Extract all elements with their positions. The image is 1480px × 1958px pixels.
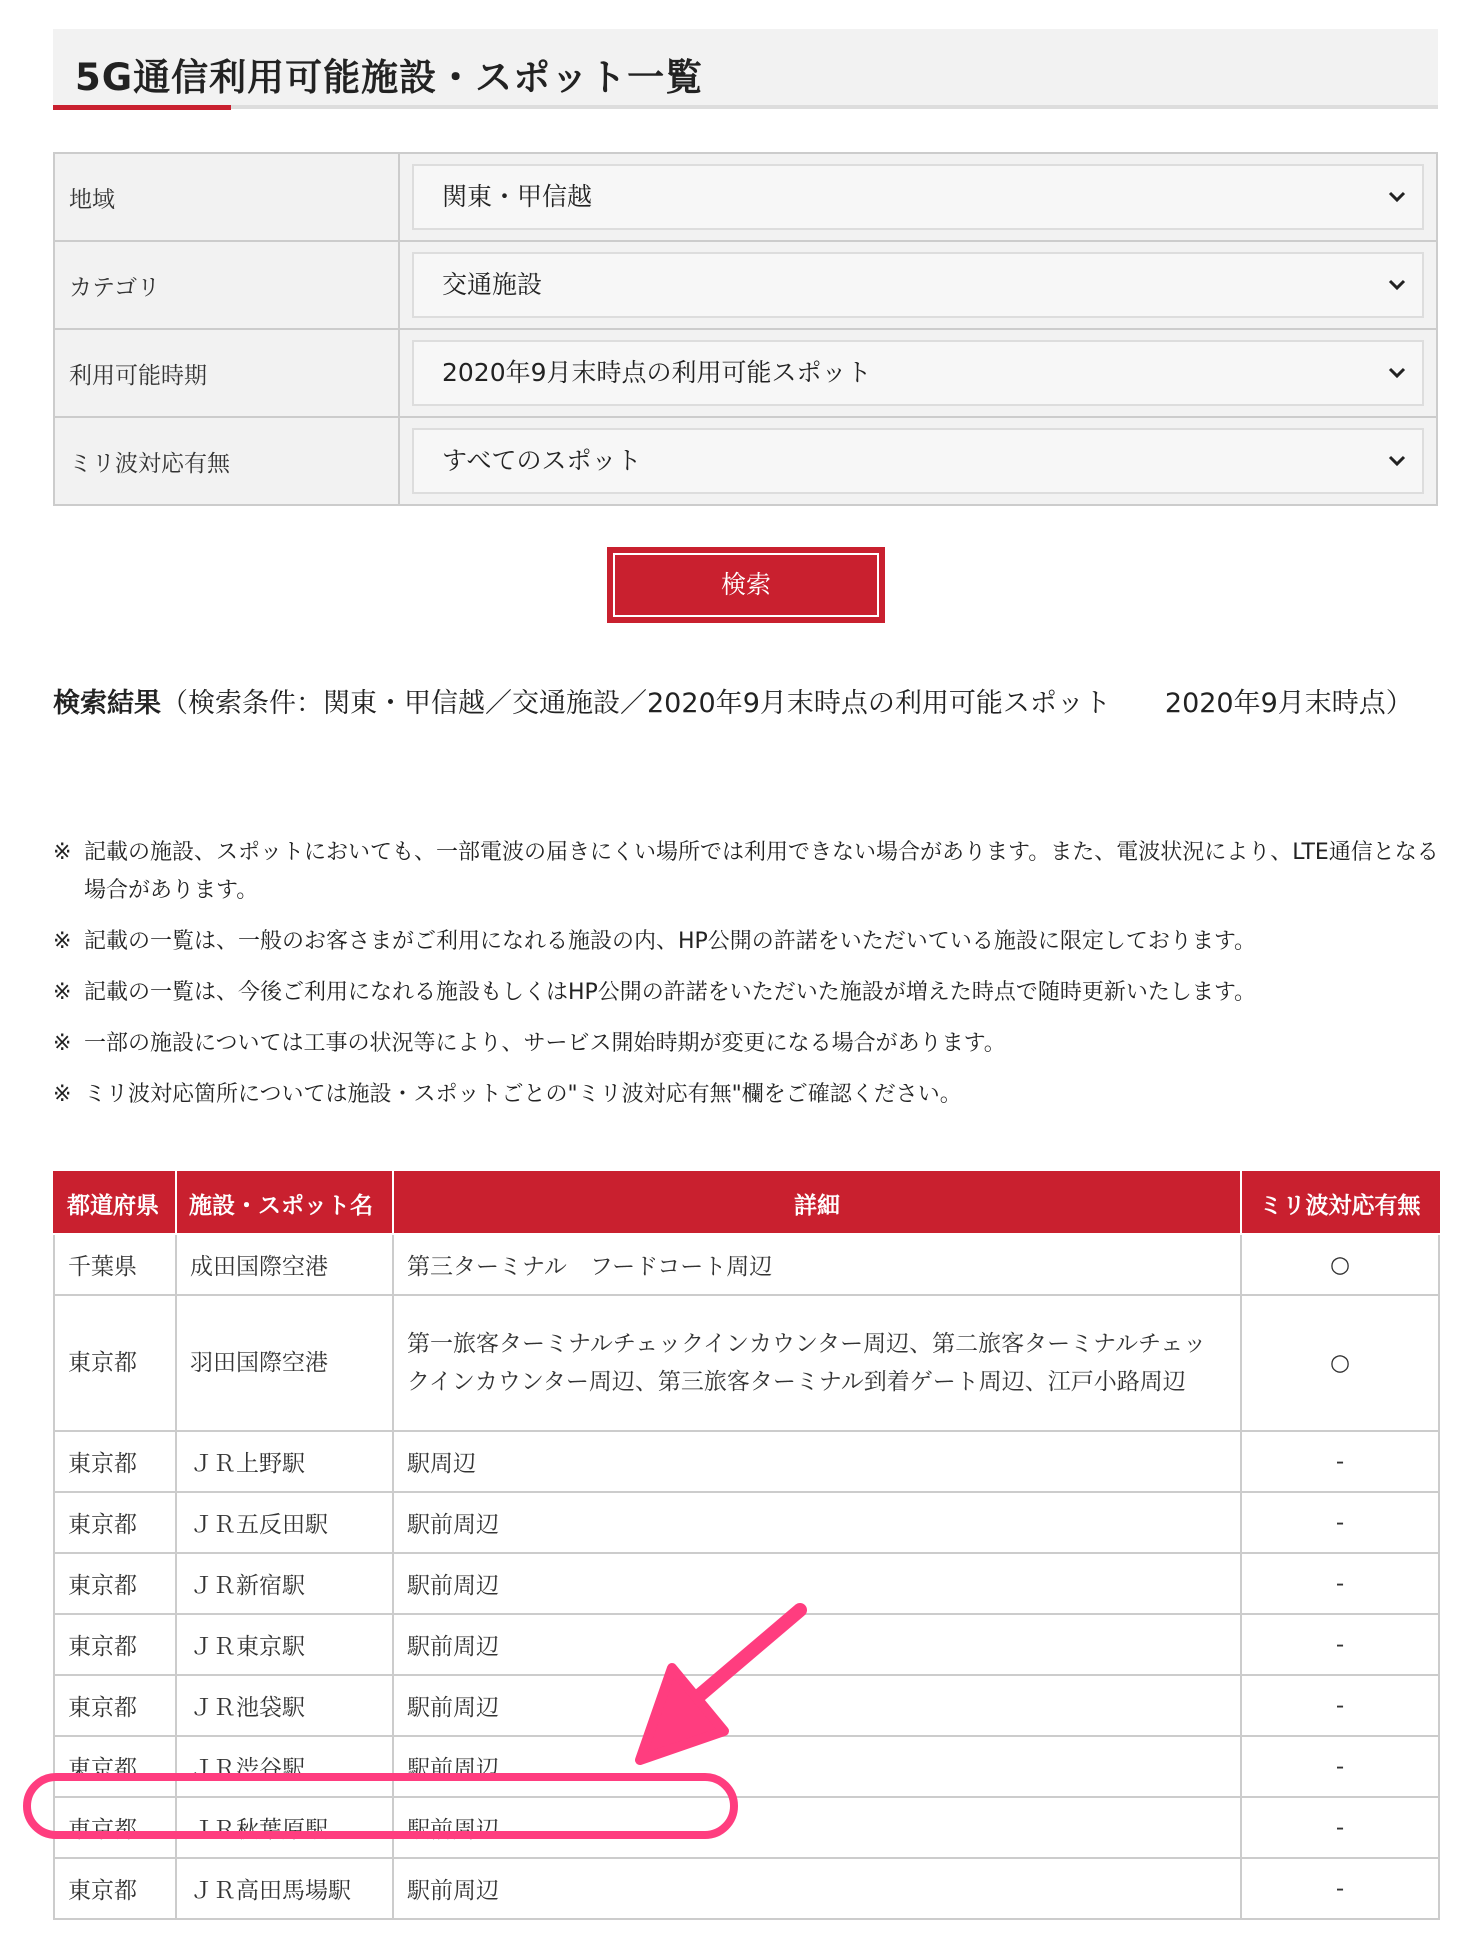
cell-detail: 駅周辺 bbox=[393, 1431, 1241, 1492]
table-row bbox=[54, 1614, 1439, 1675]
region-select-value: 関東・甲信越 bbox=[442, 182, 593, 211]
cell-mmwave: - bbox=[1241, 1858, 1439, 1919]
header-prefecture: 都道府県 bbox=[54, 1172, 176, 1234]
note-item: ※ 記載の一覧は、一般のお客さまがご利用になれる施設の内、HP公開の許諾をいただいている施設に限定しております。 bbox=[53, 923, 1443, 961]
table-header-row bbox=[54, 1172, 1439, 1234]
note-item: ※ 記載の施設、スポットにおいても、一部電波の届きにくい場所では利用できない場合があります。また、電波状況により、LTE通信となる場合があります。 bbox=[53, 834, 1443, 910]
cell-facility: ＪＲ新宿駅 bbox=[176, 1553, 393, 1614]
category-select-value: 交通施設 bbox=[442, 270, 543, 299]
cell-prefecture: 東京都 bbox=[54, 1295, 176, 1431]
chevron-down-icon bbox=[1388, 342, 1406, 404]
chevron-down-icon bbox=[1388, 166, 1406, 228]
table-row bbox=[54, 1295, 1439, 1431]
table-row bbox=[54, 1492, 1439, 1553]
cell-facility: 羽田国際空港 bbox=[176, 1295, 393, 1431]
cell-mmwave: - bbox=[1241, 1431, 1439, 1492]
note-item: ※ 一部の施設については工事の状況等により、サービス開始時期が変更になる場合があります。 bbox=[53, 1025, 1443, 1063]
search-button-label: 検索 bbox=[613, 553, 879, 617]
table-row bbox=[54, 1858, 1439, 1919]
result-label: 検索結果 bbox=[53, 688, 161, 719]
cell-mmwave: - bbox=[1241, 1736, 1439, 1797]
cell-mmwave: ○ bbox=[1241, 1234, 1439, 1295]
note-item: ※ ミリ波対応箇所については施設・スポットごとの"ミリ波対応有無"欄をご確認ください。 bbox=[53, 1076, 1443, 1114]
note-mark: ※ bbox=[53, 980, 72, 1005]
page-title: 5G通信利用可能施設・スポット一覧 bbox=[75, 56, 704, 99]
form-row-period bbox=[54, 329, 1437, 417]
cell-detail: 駅前周辺 bbox=[393, 1675, 1241, 1736]
table-row bbox=[54, 1234, 1439, 1295]
cell-mmwave: ○ bbox=[1241, 1295, 1439, 1431]
region-label: 地域 bbox=[54, 153, 399, 241]
cell-detail: 駅前周辺 bbox=[393, 1492, 1241, 1553]
cell-prefecture: 東京都 bbox=[54, 1553, 176, 1614]
cell-detail: 第三ターミナル フードコート周辺 bbox=[393, 1234, 1241, 1295]
period-select-value: 2020年9月末時点の利用可能スポット bbox=[442, 358, 872, 387]
chevron-down-icon bbox=[1388, 254, 1406, 316]
cell-mmwave: - bbox=[1241, 1553, 1439, 1614]
header-detail: 詳細 bbox=[393, 1172, 1241, 1234]
mmwave-select[interactable] bbox=[412, 428, 1424, 494]
region-select[interactable] bbox=[412, 164, 1424, 230]
title-accent-line bbox=[53, 105, 231, 110]
cell-facility: ＪＲ池袋駅 bbox=[176, 1675, 393, 1736]
page-title-bar bbox=[53, 29, 1438, 109]
cell-detail: 駅前周辺 bbox=[393, 1736, 1241, 1797]
note-mark: ※ bbox=[53, 929, 72, 954]
cell-detail: 駅前周辺 bbox=[393, 1614, 1241, 1675]
cell-facility: ＪＲ渋谷駅 bbox=[176, 1736, 393, 1797]
header-mmwave: ミリ波対応有無 bbox=[1241, 1172, 1439, 1234]
cell-mmwave: - bbox=[1241, 1797, 1439, 1858]
mmwave-label: ミリ波対応有無 bbox=[54, 417, 399, 505]
cell-prefecture: 東京都 bbox=[54, 1858, 176, 1919]
cell-prefecture: 千葉県 bbox=[54, 1234, 176, 1295]
result-summary bbox=[53, 680, 1443, 728]
cell-prefecture: 東京都 bbox=[54, 1736, 176, 1797]
table-row bbox=[54, 1553, 1439, 1614]
mmwave-select-value: すべてのスポット bbox=[442, 446, 642, 475]
table-row-highlighted bbox=[54, 1797, 1439, 1858]
table-row bbox=[54, 1736, 1439, 1797]
cell-prefecture: 東京都 bbox=[54, 1797, 176, 1858]
results-table bbox=[53, 1171, 1440, 1920]
category-label: カテゴリ bbox=[54, 241, 399, 329]
search-button[interactable] bbox=[607, 547, 885, 623]
category-select[interactable] bbox=[412, 252, 1424, 318]
form-row-region bbox=[54, 153, 1437, 241]
chevron-down-icon bbox=[1388, 430, 1406, 492]
note-item: ※ 記載の一覧は、今後ご利用になれる施設もしくはHP公開の許諾をいただいた施設が増えた時点で随時更新いたします。 bbox=[53, 974, 1443, 1012]
cell-prefecture: 東京都 bbox=[54, 1614, 176, 1675]
cell-facility: ＪＲ上野駅 bbox=[176, 1431, 393, 1492]
cell-detail: 駅前周辺 bbox=[393, 1797, 1241, 1858]
result-condition: （検索条件：関東・甲信越／交通施設／2020年9月末時点の利用可能スポット 2020年9月末時点） bbox=[161, 688, 1413, 719]
cell-mmwave: - bbox=[1241, 1614, 1439, 1675]
cell-mmwave: - bbox=[1241, 1492, 1439, 1553]
cell-facility: ＪＲ秋葉原駅 bbox=[176, 1797, 393, 1858]
cell-prefecture: 東京都 bbox=[54, 1431, 176, 1492]
form-row-mmwave bbox=[54, 417, 1437, 505]
period-select[interactable] bbox=[412, 340, 1424, 406]
cell-facility: ＪＲ東京駅 bbox=[176, 1614, 393, 1675]
cell-facility: ＪＲ高田馬場駅 bbox=[176, 1858, 393, 1919]
cell-detail: 第一旅客ターミナルチェックインカウンター周辺、第二旅客ターミナルチェックインカウンター周辺、第三旅客ターミナル到着ゲート周辺、江戸小路周辺 bbox=[393, 1295, 1241, 1431]
form-row-category bbox=[54, 241, 1437, 329]
note-mark: ※ bbox=[53, 1031, 72, 1056]
cell-mmwave: - bbox=[1241, 1675, 1439, 1736]
period-label: 利用可能時期 bbox=[54, 329, 399, 417]
cell-prefecture: 東京都 bbox=[54, 1675, 176, 1736]
table-row bbox=[54, 1675, 1439, 1736]
cell-detail: 駅前周辺 bbox=[393, 1858, 1241, 1919]
cell-facility: ＪＲ五反田駅 bbox=[176, 1492, 393, 1553]
notes-list bbox=[53, 834, 1443, 1127]
note-mark: ※ bbox=[53, 840, 72, 865]
note-mark: ※ bbox=[53, 1082, 72, 1107]
cell-detail: 駅前周辺 bbox=[393, 1553, 1241, 1614]
table-row bbox=[54, 1431, 1439, 1492]
cell-facility: 成田国際空港 bbox=[176, 1234, 393, 1295]
header-facility: 施設・スポット名 bbox=[176, 1172, 393, 1234]
search-form bbox=[53, 152, 1438, 506]
cell-prefecture: 東京都 bbox=[54, 1492, 176, 1553]
